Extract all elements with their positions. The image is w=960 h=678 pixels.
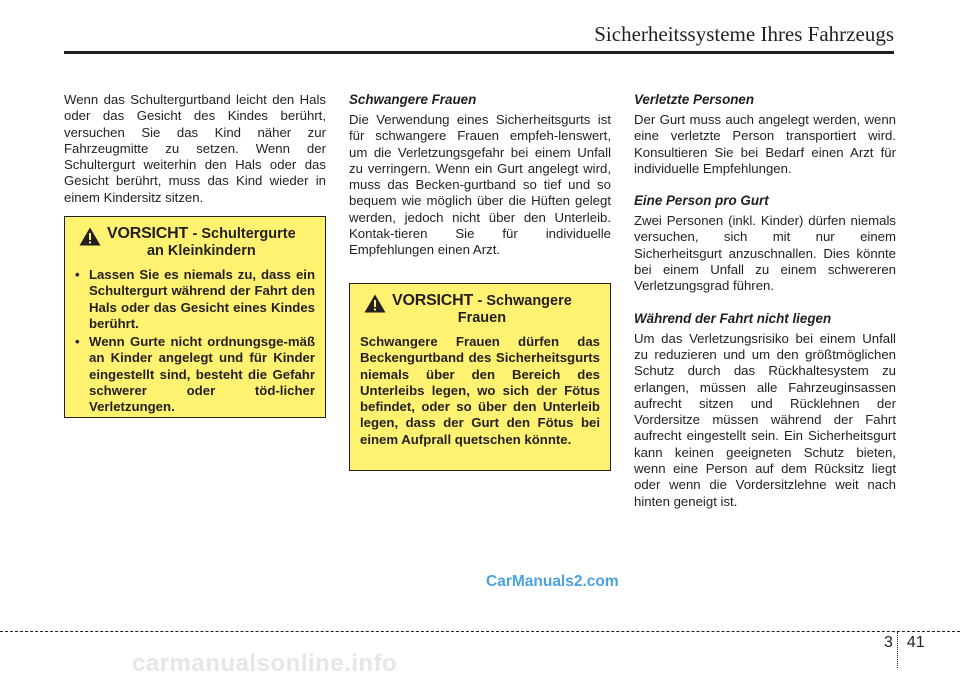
caution-subtitle: - Schultergurte	[192, 226, 296, 242]
caution-body: Schwangere Frauen dürfen das Beckengurtband des Sicherheitsgurts niemals über den Bereich des Unterleibs legen, wo sich der Fötus befindet, oder so über den Unterleib legen, dass der Gurt den Fötus bei einem Aufprall quetschen könnte.	[360, 334, 600, 447]
section-heading-pregnant-women: Schwangere Frauen	[349, 92, 477, 107]
section-paragraph: Der Gurt muss auch angelegt werden, wenn eine verletzte Person transportiert wird. Konsultieren Sie bei Bedarf einen Arzt für individuelle Empfehlungen.	[634, 112, 896, 176]
page-number-value: 41	[906, 634, 925, 651]
caution-bullet: • Wenn Gurte nicht ordnungsge-mäß an Kinder angelegt und für Kinder eingestellt sind, besteht die Gefahr schwerer oder töd-licher Verletzungen.	[75, 334, 315, 415]
warning-triangle-icon	[79, 227, 101, 246]
caution-subtitle: - Schwangere	[477, 293, 572, 309]
caution-word: VORSICHT	[107, 225, 189, 242]
page-number	[884, 634, 925, 652]
section-heading-one-person-per-belt: Eine Person pro Gurt	[634, 193, 769, 209]
section-heading-injured-persons: Verletzte Personen	[634, 92, 755, 107]
caution-subtitle-line2: an Kleinkindern	[146, 243, 256, 259]
caution-bullet: • Lassen Sie es niemals zu, dass ein Schultergurt während der Fahrt den Hals oder das Gesicht eines Kindes berührt.	[75, 267, 315, 331]
watermark-link[interactable]: CarManuals2.com	[486, 573, 619, 590]
column-3	[634, 92, 896, 510]
caution-subtitle-line2: Frauen	[457, 310, 507, 326]
col2-paragraph: Die Verwendung eines Sicherheitsgurts ist für schwangere Frauen empfeh-lenswert, um die Verletzungsgefahr bei einem Unfall zu verringern. Wenn ein Gurt angelegt wird, muss das Becken-gurtband so tief und so bequem wie möglich über die Hüften gelegt werden, jedoch nicht über den Unterleib. Kontak-tieren Sie für individuelle Empfehlungen einen Arzt.	[349, 112, 611, 258]
column-2	[349, 92, 611, 259]
caution-box-pregnant-women	[349, 283, 611, 471]
column-1	[64, 92, 326, 206]
section-paragraph: Um das Verletzungsrisiko bei einem Unfall zu reduzieren und um den größtmöglichen Schutz durch das Rückhaltesystem zu erlangen, müssen alle Fahrzeuginsassen aufrecht sitzen und Rücklehnen der Vordersitze müssen während der Fahrt aufrecht eingestellt sein. Ein Sicherheitsgurt kann keinen geeigneten Schutz bieten, wenn eine Person auf dem Rücksitz liegt oder wenn die Vordersitzlehne weit nach hinten geneigt ist.	[634, 330, 896, 509]
caution-bullet-list	[75, 267, 315, 416]
page-header-title: Sicherheitssysteme Ihres Fahrzeugs	[594, 22, 894, 46]
caution-word: VORSICHT	[392, 292, 474, 309]
caution-title	[107, 225, 296, 259]
caution-header	[75, 225, 315, 259]
col1-paragraph: Wenn das Schultergurtband leicht den Hals oder das Gesicht des Kindes berührt, versuchen Sie das Kind näher zur Fahrzeugmitte zu setzen. Wenn der Schultergurt weiterhin den Hals oder das Gesicht berührt, muss das Kind wieder in einem Kindersitz sitzen.	[64, 92, 326, 205]
footer-rule	[0, 631, 960, 632]
chapter-number: 3	[884, 634, 893, 651]
caution-header	[360, 292, 600, 326]
warning-triangle-icon	[364, 294, 386, 313]
site-watermark: carmanualsonline.info	[132, 650, 398, 677]
section-paragraph: Zwei Personen (inkl. Kinder) dürfen niemals versuchen, sich mit nur einem Sicherheitsgurt anzuschnallen. Dies könnte bei einem Unfall zu einem schwereren Verletzungsgrad führen.	[634, 213, 896, 294]
caution-title	[392, 292, 572, 326]
caution-box-shoulder-belt	[64, 216, 326, 418]
header-rule	[64, 51, 894, 54]
section-heading-no-lying: Während der Fahrt nicht liegen	[634, 310, 832, 326]
